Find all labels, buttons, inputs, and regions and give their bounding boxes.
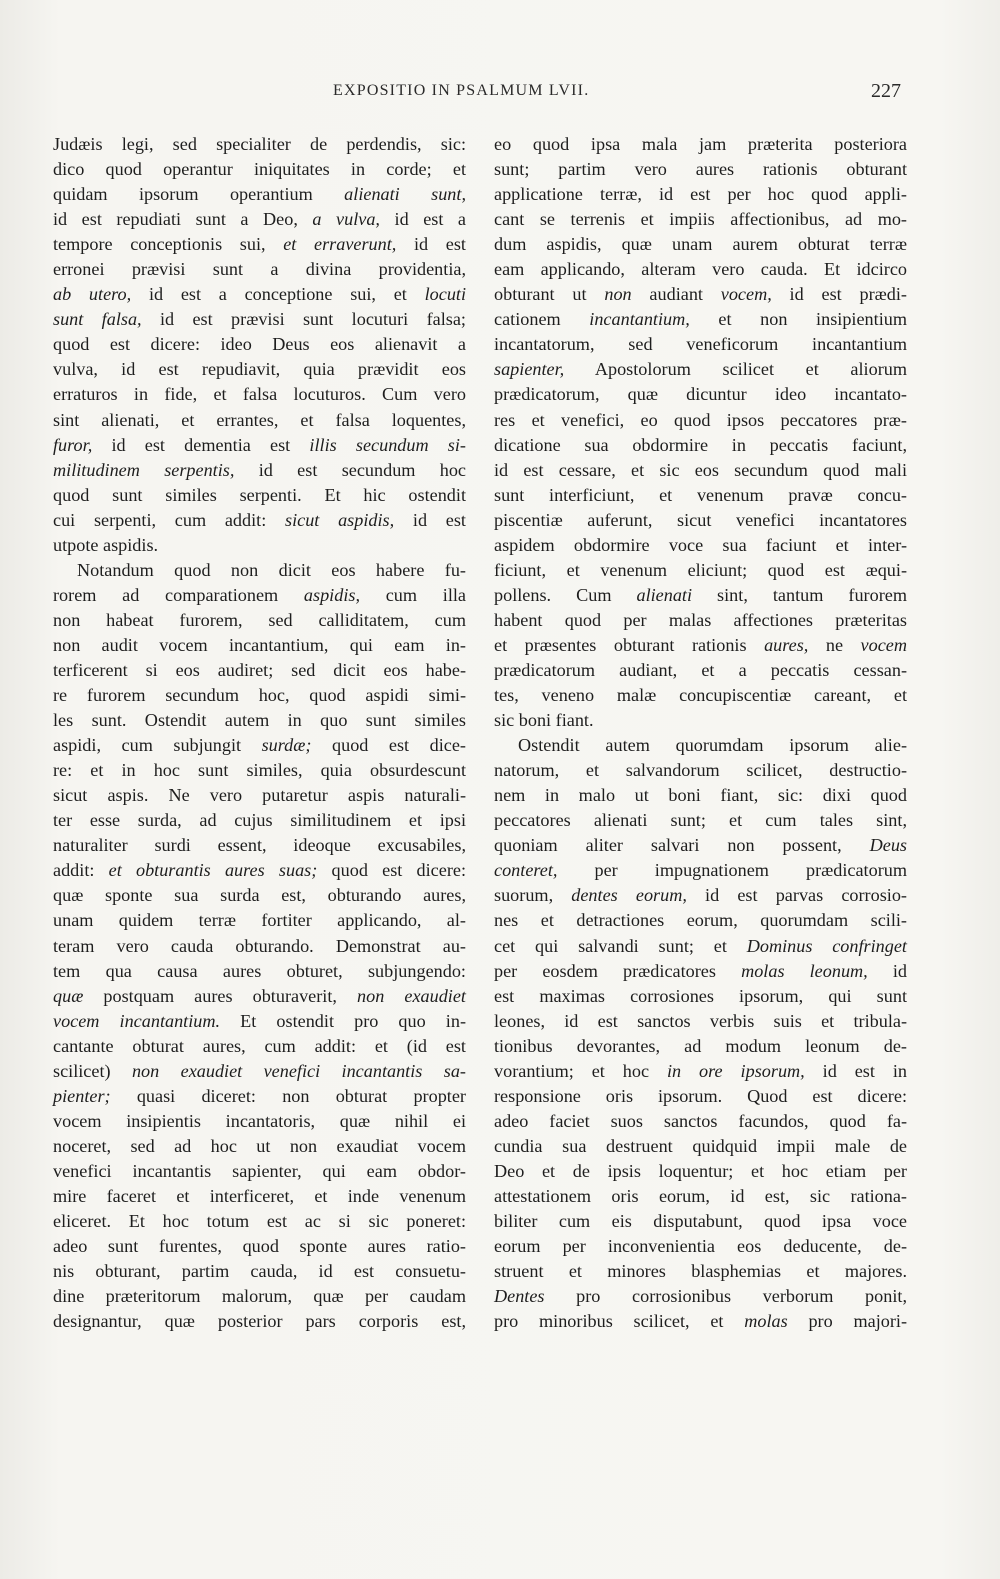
text-line: dico quod operantur iniquitates in corde; et [53,159,466,180]
text-line: tempore conceptionis sui, et erraverunt, id est [53,234,466,255]
text-line: Judæis legi, sed specialiter de perdendis, sic: [53,134,466,154]
text-line: tem qua causa aures obturet, subjungendo: [53,960,466,981]
text-line: adeo sunt furentes, quod sponte aures ratio- [53,1236,466,1257]
text-line: dine præteritorum malorum, quæ per caudam [53,1286,466,1307]
text-line: cationem incantantium, et non insipientium [494,309,907,330]
text-line: venefici incantantis sapienter, qui eam obdor- [53,1160,466,1181]
text-line: nis obturant, partim cauda, id est consuetu- [53,1261,466,1282]
text-line: quoniam aliter salvari non possent, Deus [494,835,907,856]
text-line: rorem ad comparationem aspidis, cum illa [53,584,467,605]
text-line: unam quidem terræ fortiter applicando, al- [53,910,466,931]
text-line: id est repudiati sunt a Deo, a vulva, id est a [53,209,466,230]
text-line: nem in malo ut boni fiant, sic: dixi quod [494,785,907,806]
page-number: 227 [871,80,901,102]
text-line: prædicatorum, quæ dicuntur ideo incantato- [494,384,907,405]
text-line: conteret, per impugnationem prædicatorum [494,860,907,881]
text-line: piscentiæ auferunt, sicut venefici incantatores [494,509,907,530]
text-line: leones, id est sanctos verbis suis et tribula- [494,1010,907,1031]
running-head: EXPOSITIO IN PSALMUM LVII. [333,82,590,99]
text-line: eorum per inconvenientia eos deducente, de- [494,1236,907,1257]
text-line: peccatores alienati sunt; et cum tales sint, [494,810,907,831]
text-line: sapienter, Apostolorum scilicet et aliorum [494,359,907,380]
text-line: per eosdem prædicatores molas leonum, id [494,960,907,981]
text-line: ter esse surda, ad cujus similitudinem et ipsi [53,810,466,831]
text-line: struent et minores blasphemias et majores. [494,1261,907,1282]
text-line: terficerent si eos audiret; sed dicit eos habe- [53,659,466,680]
text-line: adeo faciet suos sanctos facundos, quod fa- [494,1110,907,1131]
text-line: addit: et obturantis aures suas; quod est dicere: [53,860,467,881]
text-line: scilicet) non exaudiet venefici incantantis sa- [53,1060,466,1081]
text-line: eliceret. Et hoc totum est ac si sic poneret: [53,1211,466,1232]
text-line: obturant ut non audiant vocem, id est prædi- [494,284,907,305]
text-line: tes, veneno malæ concupiscentiæ careant, et [494,685,907,706]
text-line: biliter cum eis disputabunt, quod ipsa voce [494,1211,907,1232]
text-line: non habeat furorem, sed calliditatem, cum [53,609,466,630]
text-line: sunt; partim vero aures rationis obturant [494,159,907,180]
text-line: vorantium; et hoc in ore ipsorum, id est in [494,1060,908,1081]
text-line: cundia sua destruent quidquid impii male de [494,1135,907,1156]
text-line: quod sunt similes serpenti. Et hic ostendit [53,484,466,505]
text-line: est maximas corrosiones ipsorum, qui sunt [494,985,907,1006]
text-line: cantante obturat aures, cum addit: et (id est [53,1035,466,1056]
text-line: pro minoribus scilicet, et molas pro majori- [494,1311,908,1332]
text-line: sunt falsa, id est prævisi sunt locuturi falsa; [53,309,466,330]
text-line: quidam ipsorum operantium alienati sunt, [53,184,466,205]
text-line: et præsentes obturant rationis aures, ne vocem [494,634,907,655]
text-line: furor, id est dementia est illis secundum si- [53,434,466,455]
left-text-column [53,132,466,1334]
text-line: applicatione terræ, id est per hoc quod appli- [494,184,907,205]
text-line: Dentes pro corrosionibus verborum ponit, [494,1286,907,1307]
text-line: responsione oris ipsorum. Quod est dicere: [494,1085,907,1106]
text-line: utpote aspidis. [53,534,159,555]
text-line: sicut aspis. Ne vero putaretur aspis naturali- [53,785,466,806]
text-line: ab utero, id est a conceptione sui, et locuti [53,284,467,305]
text-line: erronei prævisi sunt a divina providentia, [53,259,466,280]
text-line: teram vero cauda obturando. Demonstrat au- [53,935,466,956]
text-line: designantur, quæ posterior pars corporis est, [53,1311,466,1332]
text-line: cant se terrenis et impiis affectionibus, ad mo- [494,209,907,230]
text-line: noceret, sed ad hoc ut non exaudiat vocem [53,1135,466,1156]
right-text-column [494,132,907,1334]
text-line: pienter; quasi diceret: non obturat propter [53,1085,466,1106]
text-line: vulva, id est repudiavit, quia prævidit eos [53,359,466,380]
text-line: les sunt. Ostendit autem in quo sunt similes [53,710,466,731]
text-line: re: et in hoc sunt similes, quia obsurdescunt [53,760,466,781]
text-line: vocem incantantium. Et ostendit pro quo in- [53,1010,467,1031]
text-line: cet qui salvandi sunt; et Dominus confringet [494,935,907,956]
text-line: suorum, dentes eorum, id est parvas corrosio- [494,885,907,906]
text-line: attestationem oris eorum, id est, sic rationa- [494,1185,907,1206]
text-line: sint alienati, et errantes, et falsa loquentes, [53,409,466,430]
text-line: Ostendit autem quorumdam ipsorum alie- [518,735,907,756]
text-line: prædicatorum audiant, et a peccatis cessan- [494,659,907,680]
text-line: non audit vocem incantantium, qui eam in- [53,634,466,655]
text-line: eo quod ipsa mala jam præterita posteriora [494,134,907,154]
text-line: re furorem secundum hoc, quod aspidi simi- [53,685,466,706]
text-line: natorum, et salvandorum scilicet, destructio- [494,760,907,781]
text-line: nes et detractiones eorum, quorumdam scili- [494,910,907,931]
text-line: mire faceret et interficeret, et inde venenum [53,1185,466,1206]
text-line: naturaliter surdi essent, ideoque excusabiles, [53,835,466,856]
text-line: id est cessare, et sic eos secundum quod mali [494,459,907,480]
text-line: incantatorum, sed veneficorum incantantium [494,334,907,355]
text-line: tionibus devorantes, ad modum leonum de- [494,1035,907,1056]
text-line: dum aspidis, quæ unam aurem obturat terræ [494,234,907,255]
text-line: sic boni fiant. [494,710,594,731]
text-line: vocem insipientis incantatoris, quæ nihil ei [53,1110,466,1131]
text-line: Deo et de ipsis loquentur; et hoc etiam per [494,1160,907,1181]
text-line: quod est dicere: ideo Deus eos alienavit a [53,334,466,355]
text-line: quæ postquam aures obturaverit, non exaudiet [53,985,466,1006]
text-line: dicatione sua obdormire in peccatis faciunt, [494,434,907,455]
text-line: sunt interficiunt, et venenum pravæ concu- [494,484,907,505]
text-line: pollens. Cum alienati sint, tantum furorem [494,584,907,605]
text-line: aspidi, cum subjungit surdæ; quod est dice- [53,735,466,756]
text-line: res et venefici, eo quod ipsos peccatores præ- [494,409,907,430]
text-line: cui serpenti, cum addit: sicut aspidis, id est [53,509,466,530]
text-line: habent quod per malas affectiones præteritas [494,609,907,630]
text-line: Notandum quod non dicit eos habere fu- [77,559,466,580]
text-line: militudinem serpentis, id est secundum hoc [53,459,467,480]
text-line: ficiunt, et venenum eliciunt; quod est æqui- [494,559,907,580]
text-line: quæ sponte sua surda est, obturando aures, [53,885,466,906]
text-line: eam applicando, alteram vero cauda. Et idcirco [494,259,907,280]
text-line: aspidem obdormire voce sua faciunt et inter- [494,534,907,555]
text-line: erraturos in fide, et falsa locuturos. Cum vero [53,384,466,405]
